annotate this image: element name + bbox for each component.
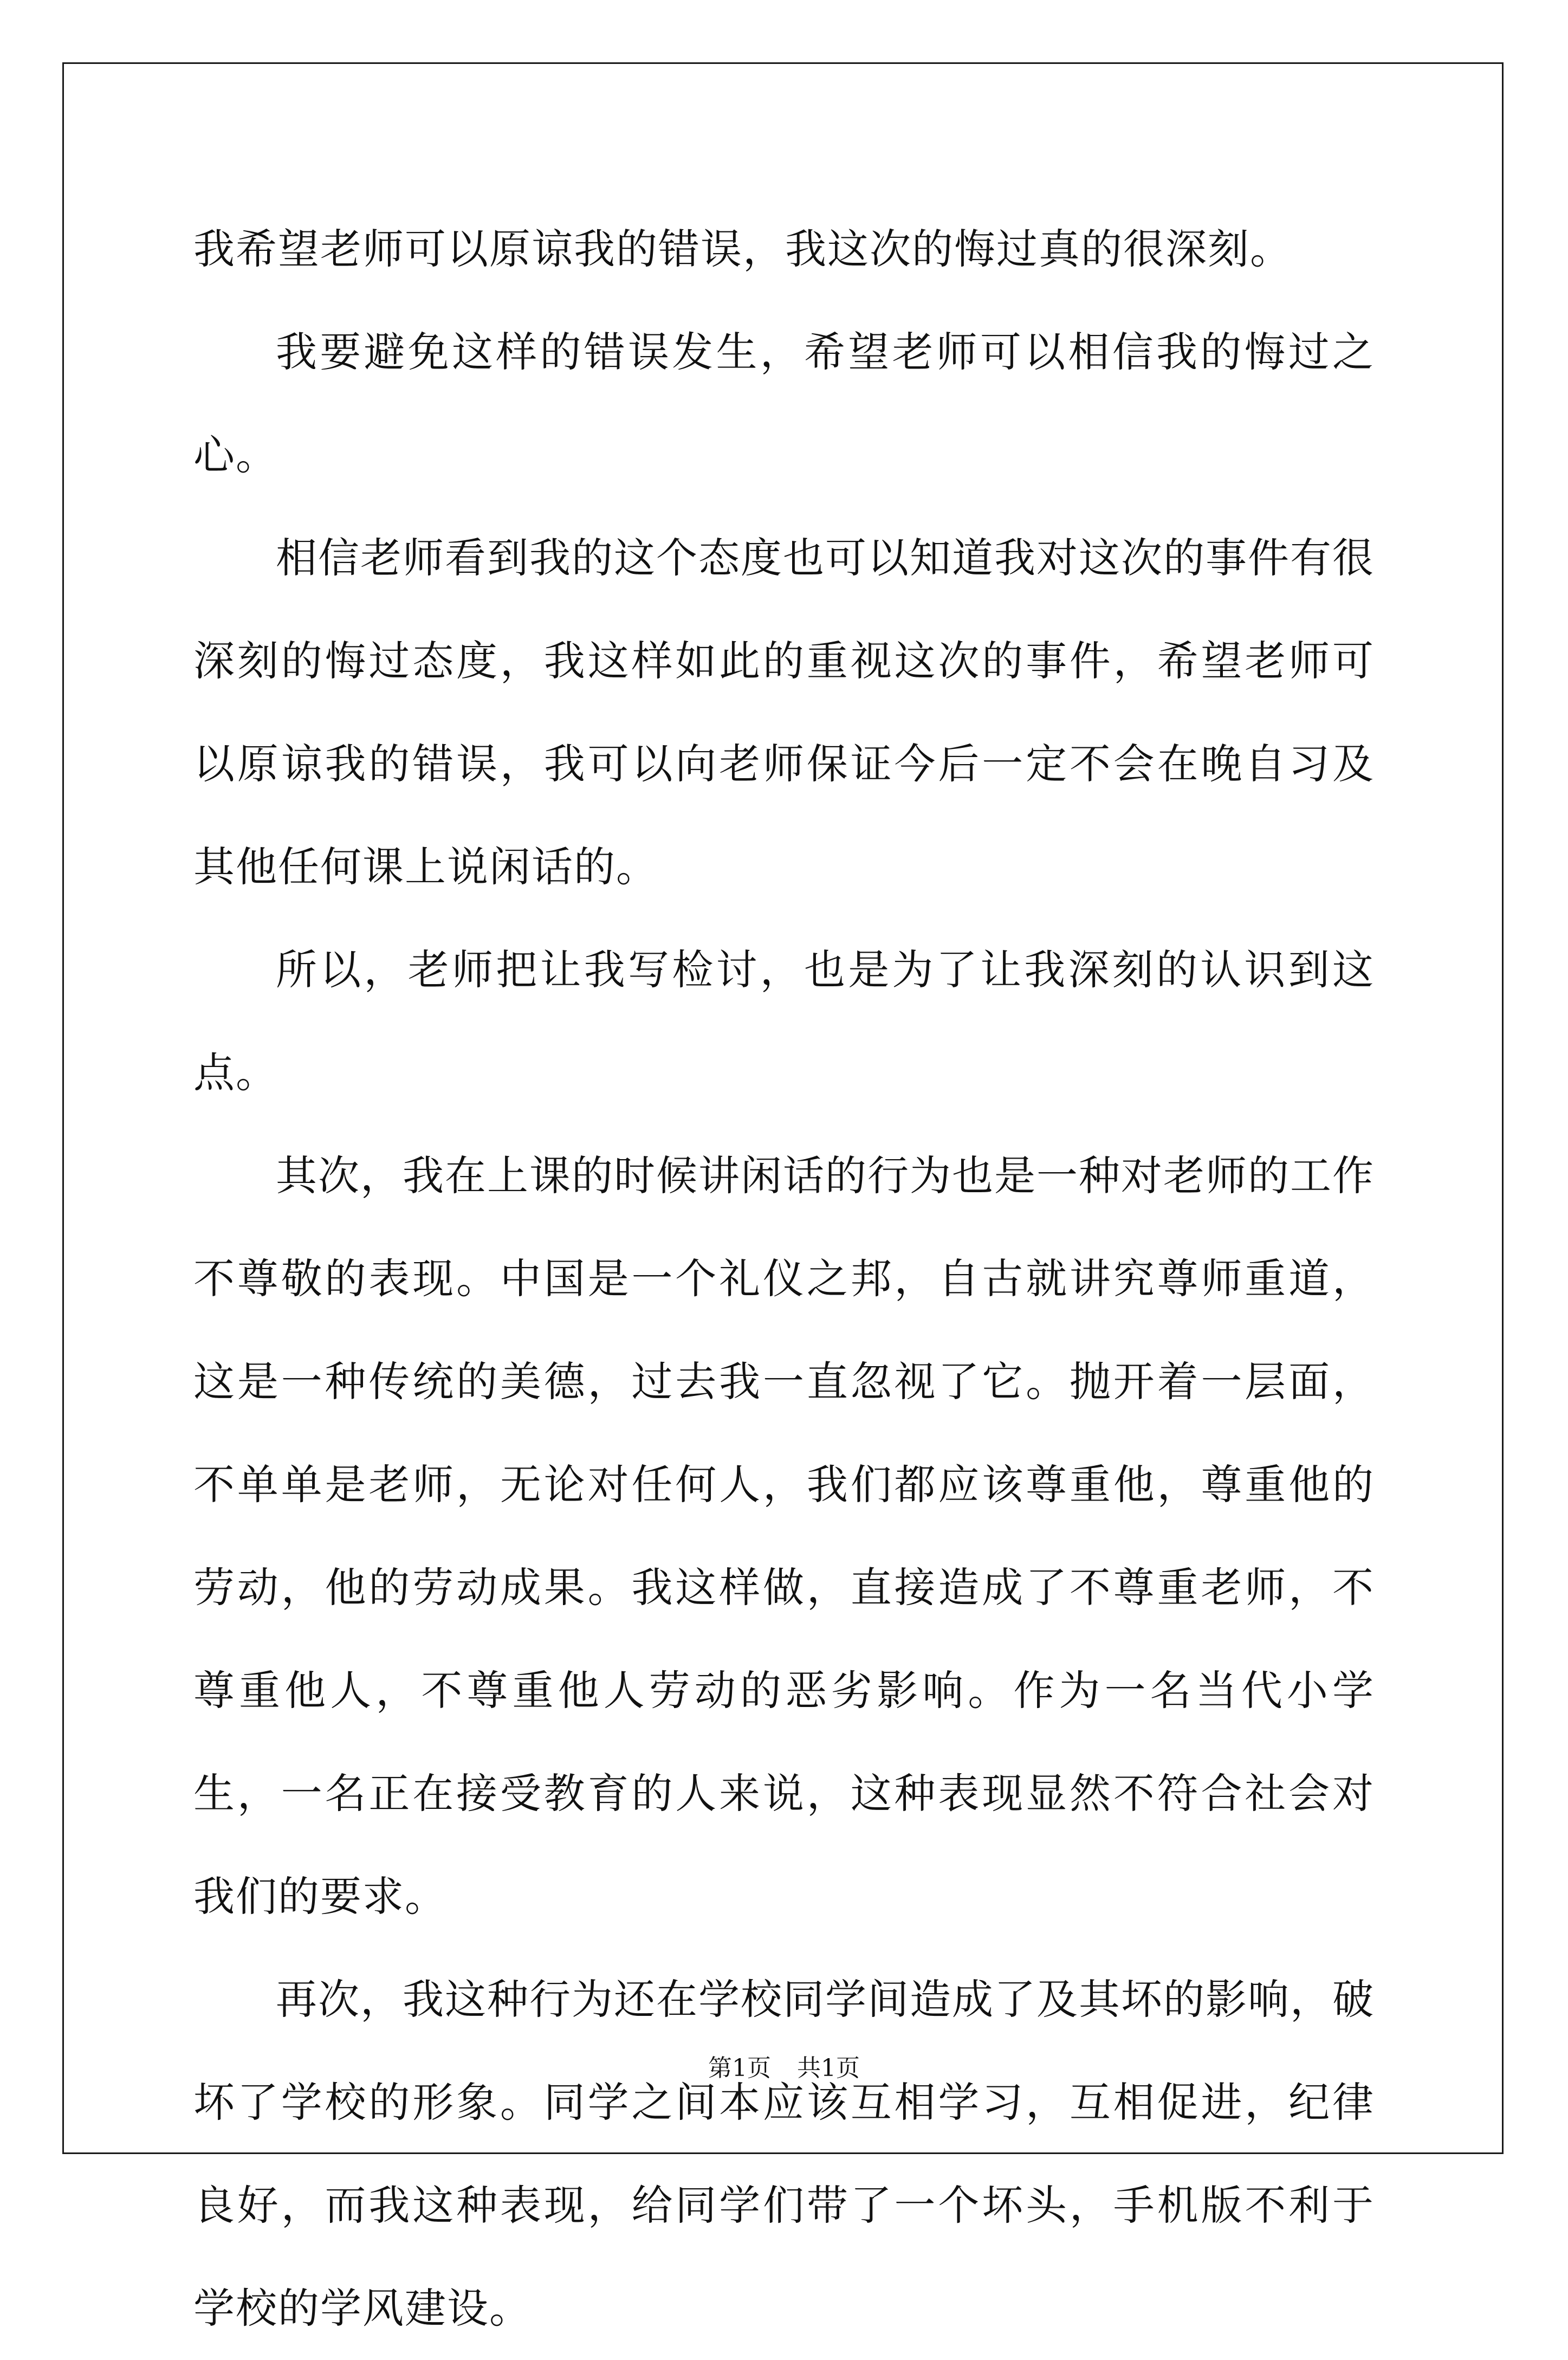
paragraph-6: 再次，我这种行为还在学校同学间造成了及其坏的影响，破坏了学校的形象。同学之间本应该互相学习，互相促进，纪律良好，而我这种表现，给同学们带了一个坏头，手机版不利于学校的学风建设。 xyxy=(193,1975,1375,2332)
page-footer xyxy=(0,2048,1568,2083)
document-body xyxy=(193,198,1375,2360)
paragraph-4: 所以，老师把让我写检讨，也是为了让我深刻的认识到这点。 xyxy=(193,946,1375,1097)
paragraph-5: 其次，我在上课的时候讲闲话的行为也是一种对老师的工作不尊敬的表现。中国是一个礼仪之邦，自古就讲究尊师重道，这是一种传统的美德，过去我一直忽视了它。抛开着一层面，不单单是老师，无论对任何人，我们都应该尊重他，尊重他的劳动，他的劳动成果。我这样做，直接造成了不尊重老师，不尊重他人，不尊重他人劳动的恶劣影响。作为一名当代小学生，一名正在接受教育的人来说，这种表现显然不符合社会对我们的要求。 xyxy=(193,1152,1375,1921)
page-number-total: 共1页 xyxy=(797,2054,860,2082)
paragraph-2: 我要避免这样的错误发生，希望老师可以相信我的悔过之心。 xyxy=(193,328,1375,479)
paragraph-1: 我希望老师可以原谅我的错误，我这次的悔过真的很深刻。 xyxy=(193,225,1292,273)
paragraph-3: 相信老师看到我的这个态度也可以知道我对这次的事件有很深刻的悔过态度，我这样如此的重视这次的事件，希望老师可以原谅我的错误，我可以向老师保证今后一定不会在晚自习及其他任何课上说闲话的。 xyxy=(193,534,1375,891)
page-number-current: 第1页 xyxy=(708,2054,771,2082)
